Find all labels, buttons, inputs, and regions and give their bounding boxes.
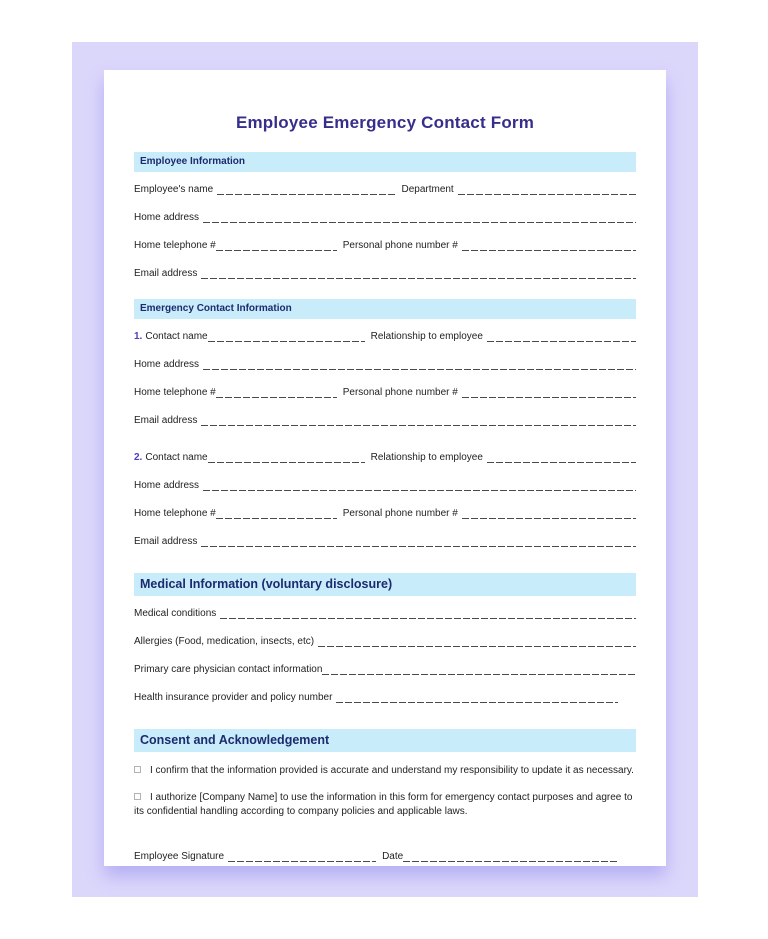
row-contact1-phones: [134, 386, 636, 398]
home-address-blank-field[interactable]: [203, 211, 636, 223]
contact1-email-label: Email address: [134, 415, 198, 426]
email-address-blank-field[interactable]: [201, 267, 636, 279]
row-contact2-email: [134, 535, 636, 547]
contact1-personal-phone-blank-field[interactable]: [462, 386, 636, 398]
personal-phone-label: Personal phone number #: [342, 240, 458, 251]
employee-name-blank-field[interactable]: [217, 183, 395, 195]
email-address-label: Email address: [134, 268, 198, 279]
form-page: [104, 70, 666, 866]
insurance-label: Health insurance provider and policy number: [134, 692, 333, 703]
insurance-blank-field[interactable]: [336, 691, 618, 703]
date-label: Date: [382, 851, 404, 862]
lavender-frame: [72, 42, 698, 897]
section-header-consent: Consent and Acknowledgement: [134, 729, 636, 752]
row-contact2-phones: [134, 507, 636, 519]
row-allergies: [134, 635, 636, 647]
contact2-personal-phone-blank-field[interactable]: [462, 507, 636, 519]
home-telephone-label: Home telephone #: [134, 240, 216, 251]
contact2-number: 2.: [134, 452, 143, 463]
contact1-home-address-label: Home address: [134, 359, 200, 370]
section-header-emergency-contact: Emergency Contact Information: [134, 299, 636, 319]
row-employee-email: [134, 267, 636, 279]
consent-statement-2: [134, 791, 636, 819]
contact2-personal-phone-label: Personal phone number #: [342, 508, 458, 519]
contact2-home-telephone-label: Home telephone #: [134, 508, 216, 519]
medical-conditions-blank-field[interactable]: [220, 607, 636, 619]
physician-contact-blank-field[interactable]: [322, 663, 636, 675]
employee-name-label: Employee's name: [134, 184, 214, 195]
row-contact1-name-relationship: [134, 330, 636, 342]
page-title: Employee Emergency Contact Form: [235, 113, 535, 132]
contact2-home-address-label: Home address: [134, 480, 200, 491]
contact1-relationship-blank-field[interactable]: [487, 330, 636, 342]
checkbox-icon[interactable]: [134, 793, 141, 800]
contact2-home-address-blank-field[interactable]: [203, 479, 636, 491]
row-contact1-email: [134, 414, 636, 426]
row-signature-date: [134, 850, 636, 862]
home-telephone-blank-field[interactable]: [216, 239, 337, 251]
section-header-medical-information: Medical Information (voluntary disclosure): [134, 573, 636, 596]
department-label: Department: [401, 184, 454, 195]
contact1-name-label: Contact name: [145, 331, 208, 342]
consent-statement-2-text: I authorize [Company Name] to use the information in this form for emergency contact purposes and agree to its confidential handling according to company policies and applicable laws.: [134, 792, 633, 817]
employee-signature-blank-field[interactable]: [228, 850, 376, 862]
home-address-label: Home address: [134, 212, 200, 223]
contact2-email-blank-field[interactable]: [201, 535, 636, 547]
contact2-name-label: Contact name: [145, 452, 208, 463]
row-employee-home-address: [134, 211, 636, 223]
contact2-home-telephone-blank-field[interactable]: [216, 507, 337, 519]
contact2-name-blank-field[interactable]: [208, 451, 365, 463]
row-employee-name-department: [134, 183, 636, 195]
contact1-number: 1.: [134, 331, 143, 342]
medical-conditions-label: Medical conditions: [134, 608, 217, 619]
department-blank-field[interactable]: [458, 183, 636, 195]
row-physician: [134, 663, 636, 675]
checkbox-icon[interactable]: [134, 766, 141, 773]
row-contact2-name-relationship: [134, 451, 636, 463]
contact2-relationship-label: Relationship to employee: [370, 452, 483, 463]
contact1-name-blank-field[interactable]: [208, 330, 365, 342]
contact1-email-blank-field[interactable]: [201, 414, 636, 426]
personal-phone-blank-field[interactable]: [462, 239, 636, 251]
contact1-home-telephone-blank-field[interactable]: [216, 386, 337, 398]
contact1-home-telephone-label: Home telephone #: [134, 387, 216, 398]
row-insurance: [134, 691, 636, 703]
physician-contact-label: Primary care physician contact information: [134, 664, 323, 675]
contact1-relationship-label: Relationship to employee: [370, 331, 483, 342]
row-medical-conditions: [134, 607, 636, 619]
contact2-relationship-blank-field[interactable]: [487, 451, 636, 463]
row-employee-phones: [134, 239, 636, 251]
contact2-email-label: Email address: [134, 536, 198, 547]
date-blank-field[interactable]: [403, 850, 618, 862]
allergies-blank-field[interactable]: [318, 635, 636, 647]
consent-statement-1: [134, 764, 636, 778]
consent-statement-1-text: I confirm that the information provided is accurate and understand my responsibility to update it as necessary.: [150, 765, 634, 776]
employee-signature-label: Employee Signature: [134, 851, 225, 862]
contact1-personal-phone-label: Personal phone number #: [342, 387, 458, 398]
contact1-home-address-blank-field[interactable]: [203, 358, 636, 370]
allergies-label: Allergies (Food, medication, insects, etc): [134, 636, 315, 647]
row-contact1-home-address: [134, 358, 636, 370]
row-contact2-home-address: [134, 479, 636, 491]
section-header-employee-information: Employee Information: [134, 152, 636, 172]
